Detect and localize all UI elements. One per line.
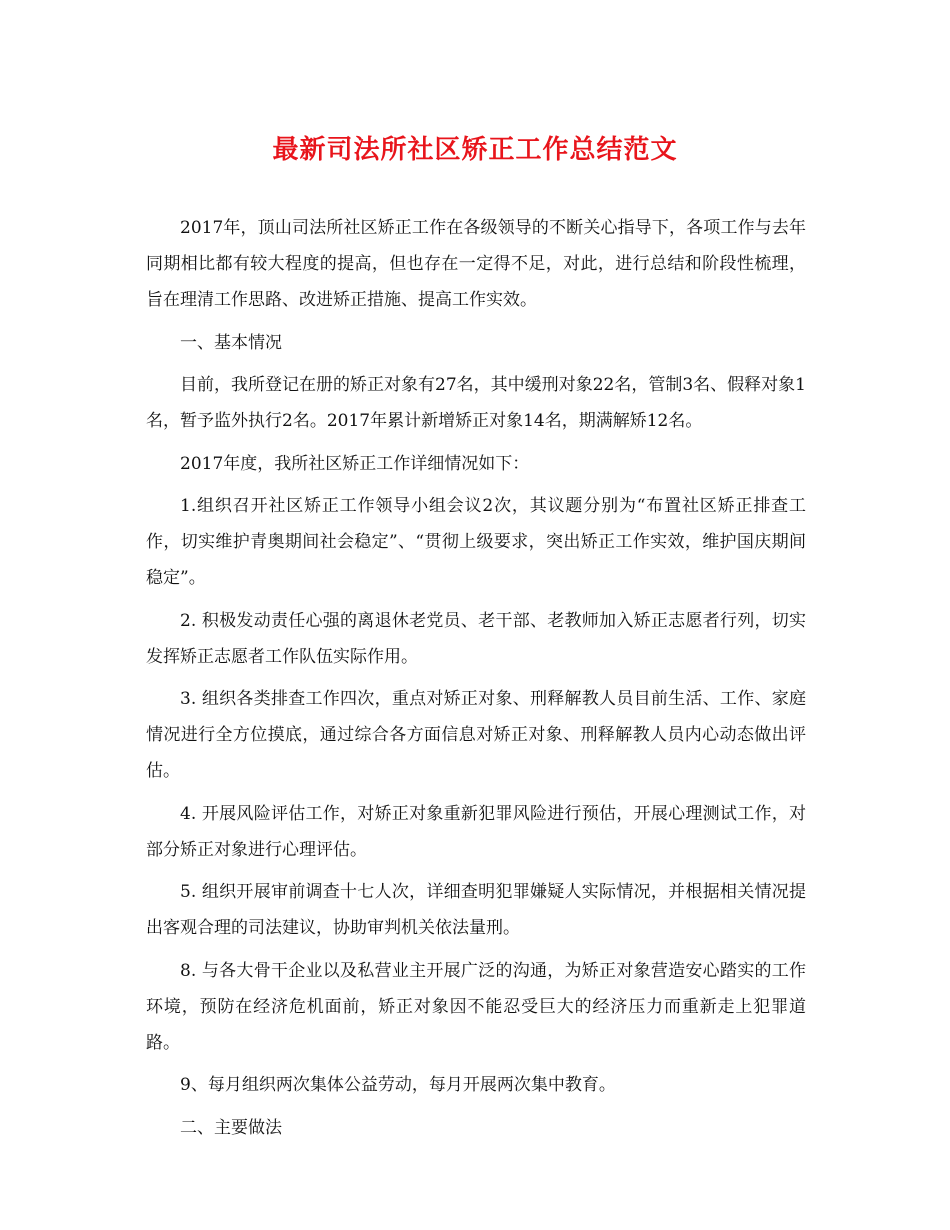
document-body: [146, 210, 806, 1152]
section-heading-basic: 一、基本情况: [180, 332, 282, 353]
section-heading-methods: 二、主要做法: [180, 1117, 282, 1138]
list-item-4: 4. 开展风险评估工作，对矫正对象重新犯罪风险进行预估，开展心理测试工作，对部分矫正对象进行心理评估。: [146, 803, 806, 860]
list-item-8: 8. 与各大骨干企业以及私营业主开展广泛的沟通，为矫正对象营造安心踏实的工作环境，预防在经济危机面前，矫正对象因不能忍受巨大的经济压力而重新走上犯罪道路。: [146, 960, 806, 1053]
list-item-5: 5. 组织开展审前调查十七人次，详细查明犯罪嫌疑人实际情况，并根据相关情况提出客观合理的司法建议，协助审判机关依法量刑。: [146, 882, 806, 938]
paragraph-annual-overview: 2017年度，我所社区矫正工作详细情况如下：: [180, 453, 530, 474]
document-title: 最新司法所社区矫正工作总结范文: [272, 135, 678, 165]
paragraph-registered: 目前，我所登记在册的矫正对象有27名，其中缓刑对象22名，管制3名、假释对象1名，暂予监外执行2名。2017年累计新增矫正对象14名，期满解矫12名。: [146, 375, 806, 431]
list-item-2: 2. 积极发动责任心强的离退休老党员、老干部、老教师加入矫正志愿者行列，切实发挥矫正志愿者工作队伍实际作用。: [146, 610, 806, 667]
list-item-9: 9、每月组织两次集体公益劳动，每月开展两次集中教育。: [180, 1075, 616, 1095]
list-item-3: 3. 组织各类排查工作四次，重点对矫正对象、刑释解教人员目前生活、工作、家庭情况进行全方位摸底，通过综合各方面信息对矫正对象、刑释解教人员内心动态做出评估。: [146, 689, 806, 781]
paragraph-intro: 2017年，顶山司法所社区矫正工作在各级领导的不断关心指导下，各项工作与去年同期相比都有较大程度的提高，但也存在一定得不足，对此，进行总结和阶段性梳理，旨在理清工作思路、改进矫正措施、提高工作实效。: [146, 218, 806, 310]
list-item-1: 1.组织召开社区矫正工作领导小组会议2次，其议题分别为“布置社区矫正排查工作，切实维护青奥期间社会稳定”、“贯彻上级要求，突出矫正工作实效，维护国庆期间稳定”。: [146, 496, 806, 588]
